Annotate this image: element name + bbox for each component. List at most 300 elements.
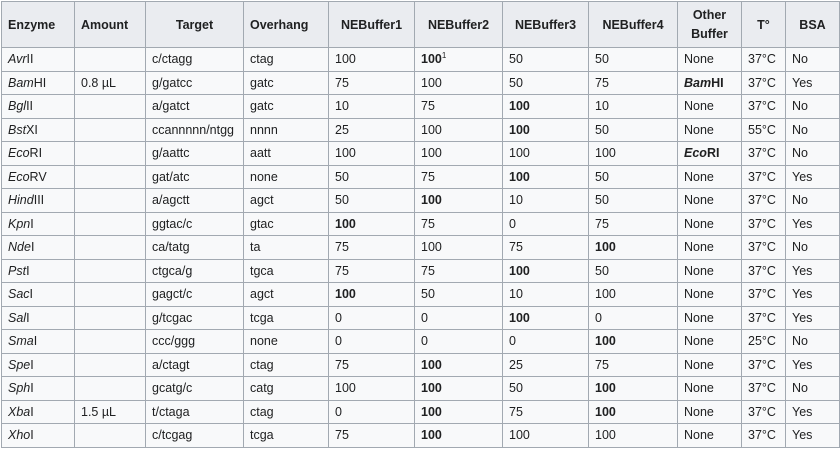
cell-target: c/ctagg bbox=[146, 48, 244, 72]
other-buffer-value: None bbox=[684, 357, 714, 372]
cell-amount bbox=[75, 330, 146, 354]
cell-nebuffer1 bbox=[329, 189, 415, 213]
cell-nebuffer2 bbox=[415, 236, 503, 260]
cell-amount bbox=[75, 377, 146, 401]
table-body bbox=[2, 48, 840, 448]
cell-bsa: Yes bbox=[786, 283, 840, 307]
buffer-activity-value: 0 bbox=[335, 334, 342, 349]
buffer-activity-value: 0 bbox=[335, 404, 342, 419]
buffer-activity-value: 50 bbox=[595, 122, 609, 137]
cell-bsa: Yes bbox=[786, 306, 840, 330]
header-overhang[interactable]: Overhang bbox=[244, 2, 329, 48]
enzyme-name-suffix: I bbox=[30, 240, 35, 255]
buffer-activity-value: 0 bbox=[421, 310, 428, 325]
cell-enzyme bbox=[2, 377, 75, 401]
cell-overhang: ctag bbox=[244, 353, 329, 377]
cell-target: g/gatcc bbox=[146, 71, 244, 95]
cell-nebuffer2 bbox=[415, 259, 503, 283]
cell-nebuffer3 bbox=[503, 212, 589, 236]
enzyme-name-suffix: RV bbox=[29, 169, 47, 184]
table-row bbox=[2, 95, 840, 119]
buffer-activity-value: 50 bbox=[335, 193, 349, 208]
cell-nebuffer3 bbox=[503, 236, 589, 260]
cell-overhang: tgca bbox=[244, 259, 329, 283]
cell-nebuffer1 bbox=[329, 71, 415, 95]
cell-overhang: nnnn bbox=[244, 118, 329, 142]
header-bsa[interactable]: BSA bbox=[786, 2, 840, 48]
cell-nebuffer2 bbox=[415, 95, 503, 119]
cell-overhang: gtac bbox=[244, 212, 329, 236]
cell-other-buffer bbox=[678, 400, 742, 424]
cell-other-buffer bbox=[678, 189, 742, 213]
cell-target: ccannnnn/ntgg bbox=[146, 118, 244, 142]
buffer-activity-value: 100 bbox=[509, 122, 530, 137]
cell-nebuffer1 bbox=[329, 330, 415, 354]
header-other-buffer[interactable]: Other Buffer bbox=[678, 2, 742, 48]
buffer-activity-value: 100 bbox=[421, 193, 442, 208]
buffer-activity-value: 100 bbox=[335, 146, 356, 161]
cell-nebuffer3 bbox=[503, 71, 589, 95]
buffer-activity-value: 75 bbox=[595, 357, 609, 372]
cell-overhang: tcga bbox=[244, 424, 329, 448]
cell-enzyme bbox=[2, 283, 75, 307]
cell-other-buffer bbox=[678, 259, 742, 283]
cell-enzyme bbox=[2, 400, 75, 424]
buffer-activity-value: 100 bbox=[509, 169, 530, 184]
buffer-activity-value: 100 bbox=[509, 99, 530, 114]
cell-amount bbox=[75, 306, 146, 330]
header-nebuffer1[interactable]: NEBuffer1 bbox=[329, 2, 415, 48]
header-nebuffer2[interactable]: NEBuffer2 bbox=[415, 2, 503, 48]
cell-enzyme bbox=[2, 236, 75, 260]
cell-amount bbox=[75, 118, 146, 142]
cell-nebuffer2 bbox=[415, 212, 503, 236]
buffer-activity-value: 100 bbox=[421, 75, 442, 90]
cell-target: ca/tatg bbox=[146, 236, 244, 260]
cell-temperature: 37°C bbox=[742, 259, 786, 283]
buffer-activity-value: 0 bbox=[421, 334, 428, 349]
cell-nebuffer4 bbox=[589, 330, 678, 354]
cell-enzyme bbox=[2, 48, 75, 72]
cell-target: a/agctt bbox=[146, 189, 244, 213]
cell-nebuffer2 bbox=[415, 189, 503, 213]
buffer-activity-value: 75 bbox=[509, 404, 523, 419]
cell-nebuffer2 bbox=[415, 165, 503, 189]
other-buffer-value: RI bbox=[706, 146, 720, 161]
cell-nebuffer1 bbox=[329, 377, 415, 401]
header-nebuffer3[interactable]: NEBuffer3 bbox=[503, 2, 589, 48]
cell-enzyme bbox=[2, 353, 75, 377]
buffer-activity-value: 0 bbox=[509, 216, 516, 231]
buffer-activity-value: 100 bbox=[595, 240, 616, 255]
cell-nebuffer3 bbox=[503, 353, 589, 377]
cell-amount bbox=[75, 142, 146, 166]
cell-temperature: 37°C bbox=[742, 424, 786, 448]
cell-overhang: tcga bbox=[244, 306, 329, 330]
other-buffer-italic: Bam bbox=[684, 75, 712, 90]
cell-other-buffer bbox=[678, 165, 742, 189]
cell-other-buffer bbox=[678, 71, 742, 95]
enzyme-name-suffix: HI bbox=[33, 75, 47, 90]
cell-amount bbox=[75, 212, 146, 236]
enzyme-name-suffix: III bbox=[33, 193, 45, 208]
buffer-activity-value: 50 bbox=[509, 75, 523, 90]
cell-temperature: 37°C bbox=[742, 212, 786, 236]
table-row bbox=[2, 330, 840, 354]
cell-bsa: No bbox=[786, 236, 840, 260]
buffer-activity-value: 100 bbox=[421, 146, 442, 161]
cell-nebuffer3 bbox=[503, 424, 589, 448]
enzyme-name-italic: Bst bbox=[8, 122, 27, 137]
table-row bbox=[2, 236, 840, 260]
table-row bbox=[2, 212, 840, 236]
buffer-activity-value: 75 bbox=[509, 240, 523, 255]
cell-nebuffer3 bbox=[503, 306, 589, 330]
cell-enzyme bbox=[2, 142, 75, 166]
other-buffer-value: None bbox=[684, 52, 714, 67]
cell-bsa: Yes bbox=[786, 259, 840, 283]
other-buffer-value: None bbox=[684, 404, 714, 419]
buffer-activity-value: 75 bbox=[335, 240, 349, 255]
other-buffer-value: None bbox=[684, 287, 714, 302]
cell-nebuffer2 bbox=[415, 283, 503, 307]
buffer-activity-value: 100 bbox=[335, 381, 356, 396]
buffer-activity-value: 75 bbox=[595, 75, 609, 90]
cell-overhang: catg bbox=[244, 377, 329, 401]
cell-bsa: No bbox=[786, 377, 840, 401]
cell-nebuffer1 bbox=[329, 118, 415, 142]
buffer-activity-value: 75 bbox=[421, 216, 435, 231]
buffer-activity-value: 10 bbox=[509, 193, 523, 208]
cell-enzyme bbox=[2, 165, 75, 189]
cell-other-buffer bbox=[678, 377, 742, 401]
cell-target: gagct/c bbox=[146, 283, 244, 307]
enzyme-name-italic: Xho bbox=[8, 428, 31, 443]
cell-amount: 0.8 µL bbox=[75, 71, 146, 95]
cell-bsa: Yes bbox=[786, 165, 840, 189]
cell-overhang: gatc bbox=[244, 71, 329, 95]
cell-bsa: Yes bbox=[786, 424, 840, 448]
cell-amount bbox=[75, 165, 146, 189]
cell-nebuffer2 bbox=[415, 142, 503, 166]
enzyme-name-italic: Kpn bbox=[8, 216, 31, 231]
table-row bbox=[2, 283, 840, 307]
buffer-activity-value: 75 bbox=[595, 216, 609, 231]
cell-bsa: Yes bbox=[786, 212, 840, 236]
cell-nebuffer4 bbox=[589, 48, 678, 72]
table-row bbox=[2, 118, 840, 142]
buffer-activity-value: 100 bbox=[335, 287, 356, 302]
buffer-activity-value: 50 bbox=[509, 52, 523, 67]
cell-nebuffer3 bbox=[503, 400, 589, 424]
table-row bbox=[2, 71, 840, 95]
cell-nebuffer4 bbox=[589, 236, 678, 260]
cell-nebuffer2 bbox=[415, 353, 503, 377]
buffer-activity-value: 0 bbox=[595, 310, 602, 325]
cell-bsa: Yes bbox=[786, 353, 840, 377]
enzyme-name-suffix: XI bbox=[26, 122, 38, 137]
cell-nebuffer3 bbox=[503, 118, 589, 142]
cell-nebuffer1 bbox=[329, 400, 415, 424]
buffer-activity-value: 100 bbox=[335, 216, 356, 231]
cell-enzyme bbox=[2, 306, 75, 330]
buffer-activity-value: 100 bbox=[421, 381, 442, 396]
enzyme-name-suffix: II bbox=[26, 52, 34, 67]
buffer-activity-value: 100 bbox=[595, 287, 616, 302]
enzyme-name-italic: Sma bbox=[8, 334, 34, 349]
buffer-activity-value: 100 bbox=[421, 52, 442, 67]
enzyme-name-italic: Sac bbox=[8, 287, 30, 302]
other-buffer-value: None bbox=[684, 263, 714, 278]
cell-overhang: gatc bbox=[244, 95, 329, 119]
cell-nebuffer4 bbox=[589, 259, 678, 283]
other-buffer-value: None bbox=[684, 216, 714, 231]
buffer-activity-value: 50 bbox=[335, 169, 349, 184]
cell-nebuffer4 bbox=[589, 283, 678, 307]
footnote-marker[interactable]: 1 bbox=[441, 51, 447, 61]
cell-bsa: No bbox=[786, 142, 840, 166]
enzyme-name-suffix: I bbox=[30, 404, 34, 419]
cell-nebuffer3 bbox=[503, 259, 589, 283]
cell-amount bbox=[75, 95, 146, 119]
enzyme-name-italic: Pst bbox=[8, 263, 27, 278]
cell-enzyme bbox=[2, 259, 75, 283]
cell-overhang: ctag bbox=[244, 400, 329, 424]
cell-temperature: 37°C bbox=[742, 95, 786, 119]
cell-temperature: 37°C bbox=[742, 189, 786, 213]
header-nebuffer4[interactable]: NEBuffer4 bbox=[589, 2, 678, 48]
cell-nebuffer2 bbox=[415, 377, 503, 401]
buffer-activity-value: 75 bbox=[421, 169, 435, 184]
cell-amount bbox=[75, 189, 146, 213]
buffer-activity-value: 100 bbox=[421, 357, 442, 372]
header-temperature[interactable]: T° bbox=[742, 2, 786, 48]
cell-other-buffer bbox=[678, 236, 742, 260]
header-enzyme[interactable]: Enzyme bbox=[2, 2, 75, 48]
enzyme-name-suffix: I bbox=[33, 334, 38, 349]
cell-other-buffer bbox=[678, 48, 742, 72]
cell-temperature: 37°C bbox=[742, 400, 786, 424]
cell-nebuffer1 bbox=[329, 353, 415, 377]
cell-nebuffer2 bbox=[415, 71, 503, 95]
cell-nebuffer3 bbox=[503, 377, 589, 401]
buffer-activity-value: 25 bbox=[335, 122, 349, 137]
buffer-activity-value: 100 bbox=[421, 122, 442, 137]
cell-nebuffer3 bbox=[503, 189, 589, 213]
table-row bbox=[2, 400, 840, 424]
enzyme-name-suffix: RI bbox=[29, 146, 43, 161]
cell-nebuffer1 bbox=[329, 259, 415, 283]
cell-enzyme bbox=[2, 95, 75, 119]
cell-nebuffer1 bbox=[329, 142, 415, 166]
buffer-activity-value: 50 bbox=[509, 381, 523, 396]
cell-bsa: No bbox=[786, 189, 840, 213]
table-row bbox=[2, 259, 840, 283]
cell-target: g/tcgac bbox=[146, 306, 244, 330]
table-row bbox=[2, 189, 840, 213]
cell-target: c/tcgag bbox=[146, 424, 244, 448]
cell-overhang: ta bbox=[244, 236, 329, 260]
cell-other-buffer bbox=[678, 283, 742, 307]
cell-nebuffer1 bbox=[329, 165, 415, 189]
cell-nebuffer1 bbox=[329, 48, 415, 72]
buffer-activity-value: 0 bbox=[509, 334, 516, 349]
other-buffer-italic: Eco bbox=[684, 146, 707, 161]
cell-bsa: No bbox=[786, 95, 840, 119]
cell-other-buffer bbox=[678, 330, 742, 354]
header-amount[interactable]: Amount bbox=[75, 2, 146, 48]
buffer-activity-value: 100 bbox=[595, 404, 616, 419]
cell-nebuffer4 bbox=[589, 377, 678, 401]
cell-nebuffer1 bbox=[329, 236, 415, 260]
buffer-activity-value: 10 bbox=[595, 99, 609, 114]
cell-other-buffer bbox=[678, 212, 742, 236]
cell-enzyme bbox=[2, 212, 75, 236]
cell-amount bbox=[75, 236, 146, 260]
cell-nebuffer4 bbox=[589, 306, 678, 330]
cell-other-buffer bbox=[678, 95, 742, 119]
cell-nebuffer4 bbox=[589, 95, 678, 119]
cell-other-buffer bbox=[678, 424, 742, 448]
other-buffer-value: None bbox=[684, 381, 714, 396]
cell-temperature: 37°C bbox=[742, 236, 786, 260]
other-buffer-value: HI bbox=[711, 75, 724, 90]
cell-nebuffer3 bbox=[503, 95, 589, 119]
enzyme-name-suffix: II bbox=[26, 99, 34, 114]
cell-nebuffer3 bbox=[503, 48, 589, 72]
cell-target: t/ctaga bbox=[146, 400, 244, 424]
enzyme-name-italic: Spe bbox=[8, 357, 31, 372]
enzyme-name-suffix: I bbox=[26, 263, 30, 278]
cell-nebuffer1 bbox=[329, 212, 415, 236]
buffer-activity-value: 75 bbox=[335, 75, 349, 90]
cell-other-buffer bbox=[678, 306, 742, 330]
buffer-activity-value: 100 bbox=[509, 146, 530, 161]
buffer-activity-value: 50 bbox=[421, 287, 435, 302]
cell-overhang: agct bbox=[244, 189, 329, 213]
cell-temperature: 37°C bbox=[742, 306, 786, 330]
cell-target: ctgca/g bbox=[146, 259, 244, 283]
enzyme-name-italic: Hind bbox=[8, 193, 34, 208]
enzyme-name-suffix: I bbox=[30, 381, 34, 396]
cell-overhang: none bbox=[244, 165, 329, 189]
cell-nebuffer4 bbox=[589, 424, 678, 448]
other-buffer-value: None bbox=[684, 428, 714, 443]
cell-enzyme bbox=[2, 71, 75, 95]
cell-target: gcatg/c bbox=[146, 377, 244, 401]
enzyme-name-suffix: I bbox=[26, 310, 30, 325]
cell-nebuffer1 bbox=[329, 283, 415, 307]
cell-nebuffer3 bbox=[503, 142, 589, 166]
buffer-activity-value: 100 bbox=[509, 263, 530, 278]
cell-nebuffer2 bbox=[415, 330, 503, 354]
cell-target: gat/atc bbox=[146, 165, 244, 189]
cell-nebuffer4 bbox=[589, 165, 678, 189]
buffer-activity-value: 0 bbox=[335, 310, 342, 325]
other-buffer-value: None bbox=[684, 310, 714, 325]
cell-amount bbox=[75, 424, 146, 448]
header-row bbox=[2, 2, 840, 48]
other-buffer-value: None bbox=[684, 193, 714, 208]
cell-nebuffer4 bbox=[589, 400, 678, 424]
table-row bbox=[2, 142, 840, 166]
other-buffer-value: None bbox=[684, 334, 714, 349]
cell-nebuffer2 bbox=[415, 118, 503, 142]
cell-amount bbox=[75, 353, 146, 377]
enzyme-name-italic: Eco bbox=[8, 169, 30, 184]
cell-overhang: none bbox=[244, 330, 329, 354]
buffer-activity-value: 75 bbox=[421, 99, 435, 114]
enzyme-name-italic: Bgl bbox=[8, 99, 27, 114]
cell-nebuffer4 bbox=[589, 142, 678, 166]
cell-amount: 1.5 µL bbox=[75, 400, 146, 424]
cell-nebuffer4 bbox=[589, 71, 678, 95]
buffer-activity-value: 75 bbox=[335, 357, 349, 372]
buffer-activity-value: 100 bbox=[509, 310, 530, 325]
cell-other-buffer bbox=[678, 142, 742, 166]
cell-temperature: 37°C bbox=[742, 71, 786, 95]
other-buffer-value: None bbox=[684, 99, 714, 114]
buffer-activity-value: 10 bbox=[509, 287, 523, 302]
table-row bbox=[2, 165, 840, 189]
cell-nebuffer1 bbox=[329, 424, 415, 448]
cell-enzyme bbox=[2, 118, 75, 142]
other-buffer-value: None bbox=[684, 169, 714, 184]
enzyme-buffer-table bbox=[1, 1, 840, 448]
buffer-activity-value: 100 bbox=[335, 52, 356, 67]
other-buffer-value: None bbox=[684, 240, 714, 255]
buffer-activity-value: 100 bbox=[421, 404, 442, 419]
cell-bsa: No bbox=[786, 330, 840, 354]
buffer-activity-value: 75 bbox=[335, 428, 349, 443]
buffer-activity-value: 10 bbox=[335, 99, 349, 114]
buffer-activity-value: 75 bbox=[335, 263, 349, 278]
cell-nebuffer4 bbox=[589, 189, 678, 213]
cell-nebuffer3 bbox=[503, 330, 589, 354]
cell-nebuffer1 bbox=[329, 306, 415, 330]
cell-nebuffer4 bbox=[589, 353, 678, 377]
buffer-activity-value: 50 bbox=[595, 169, 609, 184]
cell-overhang: agct bbox=[244, 283, 329, 307]
cell-temperature: 37°C bbox=[742, 142, 786, 166]
enzyme-name-italic: Sal bbox=[8, 310, 27, 325]
cell-nebuffer2 bbox=[415, 400, 503, 424]
buffer-activity-value: 100 bbox=[595, 146, 616, 161]
enzyme-name-italic: Xba bbox=[8, 404, 31, 419]
table-row bbox=[2, 377, 840, 401]
cell-temperature: 55°C bbox=[742, 118, 786, 142]
cell-nebuffer1 bbox=[329, 95, 415, 119]
cell-enzyme bbox=[2, 189, 75, 213]
header-target[interactable]: Target bbox=[146, 2, 244, 48]
table-row bbox=[2, 424, 840, 448]
cell-overhang: ctag bbox=[244, 48, 329, 72]
enzyme-name-italic: Avr bbox=[8, 52, 27, 67]
table-row bbox=[2, 48, 840, 72]
cell-temperature: 37°C bbox=[742, 377, 786, 401]
cell-target: ggtac/c bbox=[146, 212, 244, 236]
cell-nebuffer3 bbox=[503, 283, 589, 307]
cell-bsa: No bbox=[786, 48, 840, 72]
cell-target: g/aattc bbox=[146, 142, 244, 166]
cell-amount bbox=[75, 283, 146, 307]
cell-nebuffer4 bbox=[589, 212, 678, 236]
buffer-activity-value: 100 bbox=[595, 334, 616, 349]
cell-amount bbox=[75, 259, 146, 283]
cell-amount bbox=[75, 48, 146, 72]
cell-temperature: 25°C bbox=[742, 330, 786, 354]
cell-temperature: 37°C bbox=[742, 353, 786, 377]
